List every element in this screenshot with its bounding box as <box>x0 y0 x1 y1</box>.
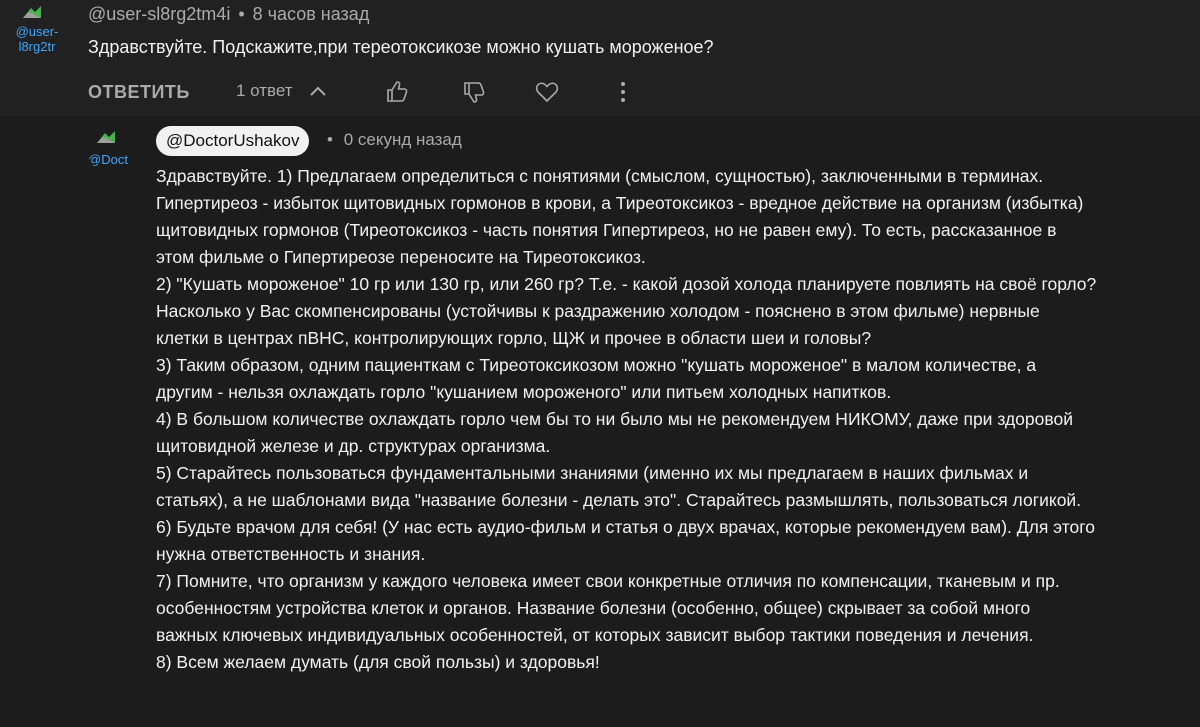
dislike-icon[interactable] <box>461 79 487 105</box>
reply-avatar[interactable] <box>88 128 134 174</box>
reply-text-line: 3) Таким образом, одним пациенткам с Тиреотоксикозом можно "кушать мороженое" в малом количестве, а <box>156 355 1037 375</box>
like-icon[interactable] <box>384 79 410 105</box>
reply-text <box>156 163 1176 676</box>
reply-text-line: 7) Помните, что организм у каждого человека имеет свои конкретные отличия по компенсации, тканевым и пр. <box>156 571 1060 591</box>
comment-text: Здравствуйте. Подскажите,при тереотоксикозе можно кушать мороженое? <box>88 37 714 57</box>
replies-count: 1 ответ <box>236 81 293 100</box>
author-name[interactable]: @user-sl8rg2tm4i <box>88 4 231 24</box>
avatar-image-icon <box>21 4 43 20</box>
reply-text-line: Насколько у Вас скомпенсированы (устойчивы к раздражению холодом - пояснено в этом фильме) нервные <box>156 301 1040 321</box>
avatar-alt-text: @Doct <box>88 152 128 167</box>
separator-dot: • <box>327 130 333 149</box>
avatar-alt-text: @user- l8rg2tr <box>15 24 59 54</box>
reply-text-line: клетки в центрах пВНС, контролирующих горло, ЩЖ и прочее в области шеи и головы? <box>156 328 872 348</box>
reply-text-line: Гипертиреоз - избыток щитовидных гормонов в крови, а Тиреотоксикоз - вредное действие на организм (избытка) <box>156 193 1084 213</box>
heart-icon[interactable] <box>534 79 560 105</box>
reply-text-line: 2) "Кушать мороженое" 10 гр или 130 гр, или 260 гр? Т.е. - какой дозой холода планируете повлиять на своё горло? <box>156 274 1097 294</box>
reply-author-chip[interactable]: @DoctorUshakov <box>156 126 309 156</box>
reply-header <box>327 130 462 150</box>
reply-text-line: щитовидной железе и др. структурах организма. <box>156 436 551 456</box>
avatar[interactable] <box>7 2 65 60</box>
reply-text-line: 5) Старайтесь пользоваться фундаментальными знаниями (именно их мы предлагаем в наших фильмах и <box>156 463 1029 483</box>
comment-header <box>88 4 369 25</box>
top-comment <box>0 0 1200 116</box>
comment-time[interactable]: 8 часов назад <box>252 4 370 24</box>
reply-text-line: 6) Будьте врачом для себя! (У нас есть аудио-фильм и статья о двух врачах, которые рекомендуем вам). Для этого <box>156 517 1095 537</box>
comment-actions <box>88 77 293 107</box>
separator-dot: • <box>238 4 245 24</box>
reply-text-line: 4) В большом количестве охлаждать горло чем бы то ни было мы не рекомендуем НИКОМУ, даже при здоровой <box>156 409 1073 429</box>
reply-text-line: нужна ответственность и знания. <box>156 544 426 564</box>
chevron-up-icon <box>309 85 327 97</box>
reply-button[interactable]: ОТВЕТИТЬ <box>88 81 190 102</box>
avatar-image-icon <box>96 130 116 144</box>
reply-time[interactable]: 0 секунд назад <box>343 130 462 149</box>
reply-text-line: щитовидных гормонов (Тиреотоксикоз - часть понятия Гипертиреоз, но не равен ему). То есть, рассказанное в <box>156 220 1057 240</box>
reply-text-line: особенностям устройства клеток и органов. Название болезни (особенно, общее) скрывает за собой много <box>156 598 1031 618</box>
reply-text-line: важных ключевых индивидуальных особенностей, от которых зависит выбор тактики поведения и лечения. <box>156 625 1034 645</box>
reply-text-line: другим - нельзя охлаждать горло "кушанием мороженого" или питьем холодных напитков. <box>156 382 892 402</box>
replies-toggle[interactable] <box>236 81 327 101</box>
reply-text-line: Здравствуйте. 1) Предлагаем определиться с понятиями (смыслом, сущностью), заключенными в терминах. <box>156 166 1044 186</box>
reply-text-line: этом фильме о Гипертиреозе переносите на Тиреотоксикоз. <box>156 247 646 267</box>
reply-text-line: 8) Всем желаем думать (для свой пользы) и здоровья! <box>156 652 600 672</box>
more-icon[interactable] <box>610 79 636 105</box>
reply-text-line: статьях), а не шаблонами вида "название болезни - делать это". Старайтесь размышлять, пользоваться логикой. <box>156 490 1082 510</box>
